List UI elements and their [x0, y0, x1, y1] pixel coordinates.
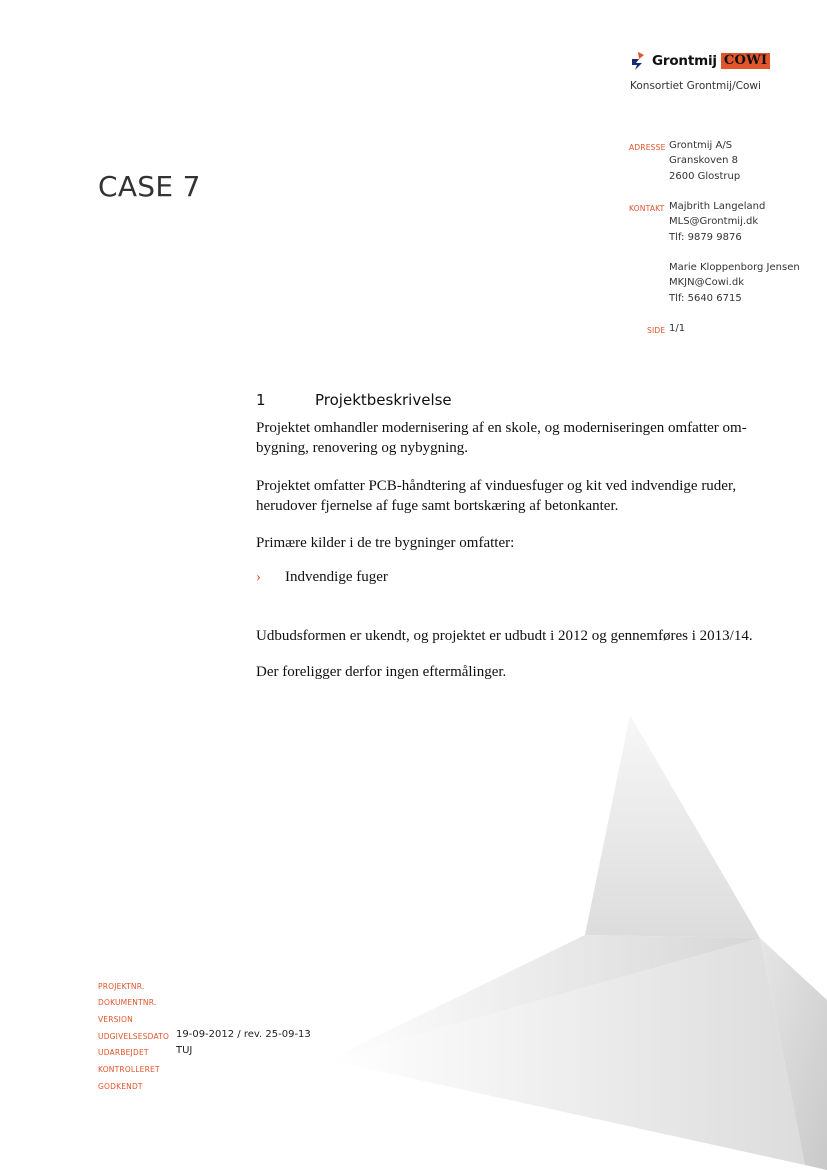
- udarbejdet-label: UDARBEJDET: [98, 1048, 149, 1057]
- kontrolleret-label: KONTROLLERET: [98, 1065, 160, 1074]
- kontakt2-name: Marie Kloppenborg Jensen: [669, 262, 800, 273]
- kontakt-label: KONTAKT: [629, 204, 665, 213]
- paragraph-3: Primære kilder i de tre bygninger omfatter:: [256, 535, 515, 551]
- kontakt2-phone: Tlf: 5640 6715: [669, 292, 742, 304]
- paragraph-1-line-2: bygning, renovering og nybygning.: [256, 440, 469, 456]
- paragraph-2-line-1: Projektet omfatter PCB-håndtering af vinduesfuger og kit ved indvendige ruder,: [256, 478, 737, 494]
- projektnr-label: PROJEKTNR.: [98, 982, 145, 991]
- udarbejdet-value: TUJ: [176, 1045, 193, 1056]
- paragraph-1-line-1: Projektet omhandler modernisering af en skole, og moderniseringen omfatter om-: [256, 420, 747, 436]
- logo-grontmij-text: Grontmij: [652, 53, 717, 69]
- kontakt1-phone: Tlf: 9879 9876: [669, 231, 742, 243]
- paragraph-1: [256, 418, 766, 458]
- bullet-chevron-icon: ›: [256, 569, 261, 585]
- logo-cowi-text: COWI: [721, 53, 771, 69]
- section-number: 1: [256, 391, 266, 409]
- adresse-value: [669, 138, 740, 184]
- udgivelsesdato-label: UDGIVELSESDATO: [98, 1032, 170, 1041]
- grontmij-logo-icon: [630, 51, 648, 71]
- adresse-line: Granskoven 8: [669, 155, 739, 167]
- paragraph-5: Der foreligger derfor ingen eftermålinger.: [256, 664, 507, 680]
- page-title: CASE 7: [98, 170, 201, 203]
- kontakt1-name: Majbrith Langeland: [669, 201, 766, 212]
- side-label: SIDE: [647, 326, 666, 335]
- bullet-item: Indvendige fuger: [285, 569, 388, 585]
- udgivelsesdato-value: 19-09-2012 / rev. 25-09-13: [176, 1029, 311, 1040]
- company-logo: [630, 50, 770, 72]
- version-label: VERSION: [98, 1015, 133, 1024]
- adresse-label: ADRESSE: [629, 143, 666, 152]
- godkendt-label: GODKENDT: [98, 1082, 143, 1091]
- section-title: Projektbeskrivelse: [315, 391, 452, 409]
- kontakt1-value: [669, 199, 765, 245]
- kontakt1-email: MLS@Grontmij.dk: [669, 216, 759, 228]
- adresse-line: Grontmij A/S: [669, 140, 733, 151]
- konsortiet-label: Konsortiet Grontmij/Cowi: [630, 80, 761, 92]
- kontakt2-value: [669, 260, 800, 306]
- adresse-line: 2600 Glostrup: [669, 170, 741, 182]
- deco-triangle-upper: [585, 715, 760, 938]
- paragraph-2: [256, 476, 766, 516]
- paragraph-4: Udbudsformen er ukendt, og projektet er udbudt i 2012 og gennemføres i 2013/14.: [256, 628, 753, 644]
- kontakt2-email: MKJN@Cowi.dk: [669, 277, 744, 289]
- side-value: 1/1: [669, 323, 686, 334]
- dokumentnr-label: DOKUMENTNR.: [98, 998, 157, 1007]
- paragraph-2-line-2: herudover fjernelse af fuge samt bortskæring af betonkanter.: [256, 498, 619, 514]
